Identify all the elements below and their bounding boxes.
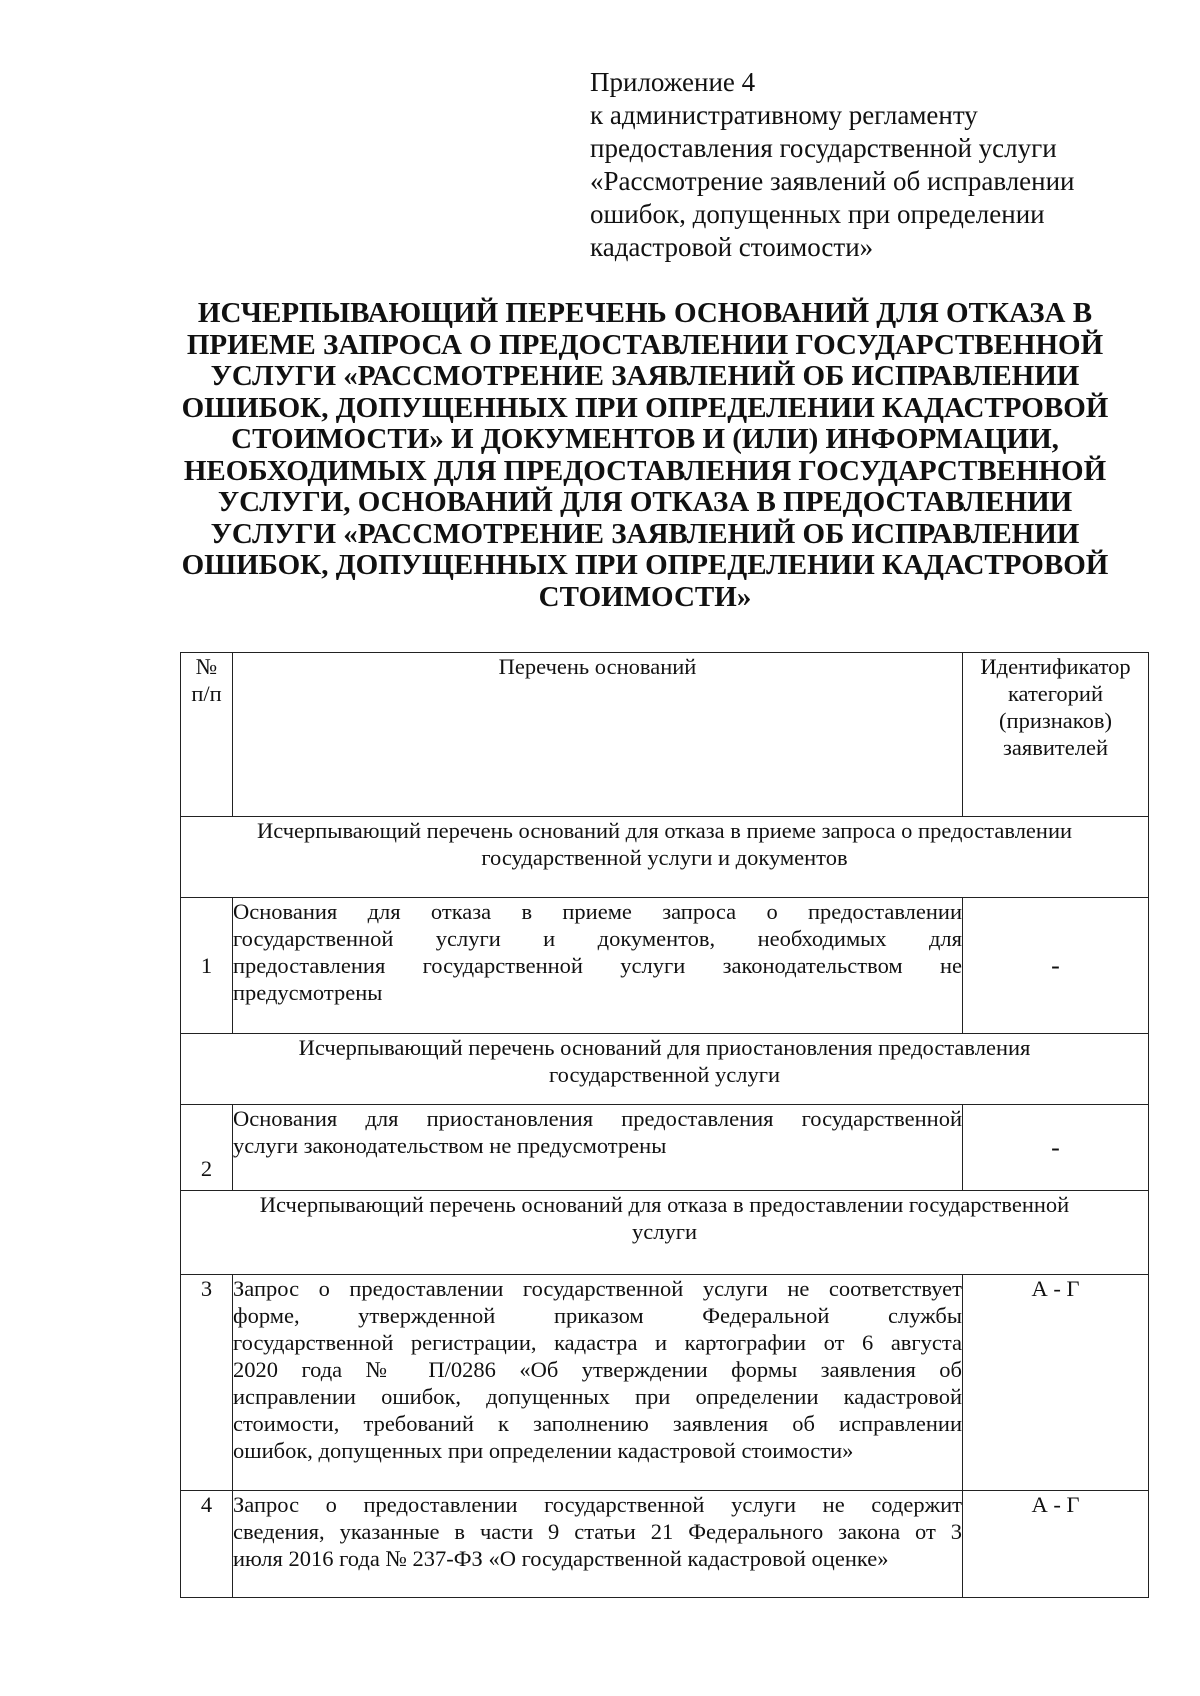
row-code: А - Г xyxy=(963,1275,1149,1491)
row-text-line: Запрос о предоставлении государственной услуги не соответствует xyxy=(233,1276,962,1301)
title-line: ОШИБОК, ДОПУЩЕННЫХ ПРИ ОПРЕДЕЛЕНИИ КАДАСТРОВОЙ xyxy=(181,549,1109,581)
row-text-line: Основания для приостановления предоставления государственной xyxy=(233,1106,962,1131)
appendix-line: кадастровой стоимости» xyxy=(590,232,874,262)
section-heading xyxy=(181,1191,1149,1275)
row-text xyxy=(233,1275,963,1491)
appendix-note xyxy=(590,66,1150,264)
row-text-line: ошибок, допущенных при определении кадастровой стоимости» xyxy=(233,1438,854,1463)
section-row xyxy=(181,1034,1149,1105)
table-row xyxy=(181,1275,1149,1491)
row-text xyxy=(233,1491,963,1598)
appendix-line: предоставления государственной услуги xyxy=(590,133,1057,163)
row-number: 2 xyxy=(181,1105,233,1191)
header-number-cell xyxy=(181,653,233,817)
section-row xyxy=(181,817,1149,898)
row-number: 4 xyxy=(181,1491,233,1598)
title-line: НЕОБХОДИМЫХ ДЛЯ ПРЕДОСТАВЛЕНИЯ ГОСУДАРСТВЕННОЙ xyxy=(183,454,1107,487)
row-text-line: услуги законодательством не предусмотрены xyxy=(233,1133,667,1158)
section-line: услуги xyxy=(632,1219,697,1244)
row-text-line: Запрос о предоставлении государственной услуги не содержит xyxy=(233,1492,962,1517)
title-line: ИСЧЕРПЫВАЮЩИЙ ПЕРЕЧЕНЬ ОСНОВАНИЙ ДЛЯ ОТКАЗА В xyxy=(197,297,1093,329)
row-text-line: сведения, указанные в части 9 статьи 21 Федерального закона от 3 xyxy=(233,1519,962,1544)
row-text-line: стоимости, требований к заполнению заявления об исправлении xyxy=(233,1411,962,1436)
row-text-line: Основания для отказа в приеме запроса о предоставлении xyxy=(233,899,962,924)
title-line: ОШИБОК, ДОПУЩЕННЫХ ПРИ ОПРЕДЕЛЕНИИ КАДАСТРОВОЙ xyxy=(181,391,1109,424)
section-heading xyxy=(181,817,1149,898)
section-line: Исчерпывающий перечень оснований для отказа в приеме запроса о предоставлении xyxy=(256,818,1073,843)
table-header-row xyxy=(181,653,1149,817)
section-line: государственной услуги xyxy=(549,1062,780,1087)
row-text-line: предоставления государственной услуги законодательством не xyxy=(233,953,962,978)
appendix-line: Приложение 4 xyxy=(590,67,756,97)
row-text-line: июля 2016 года № 237-ФЗ «О государственной кадастровой оценке» xyxy=(233,1546,889,1571)
header-id-label: Идентификатор xyxy=(980,654,1131,679)
row-code: А - Г xyxy=(963,1491,1149,1598)
header-id-cell xyxy=(963,653,1149,817)
row-text-line: 2020 года № П/0286 «Об утверждении формы заявления об xyxy=(233,1357,962,1382)
row-text-line: государственной регистрации, кадастра и картографии от 6 августа xyxy=(233,1330,962,1355)
document-title xyxy=(150,298,1140,613)
header-list-label: Перечень оснований xyxy=(498,654,697,679)
table-row xyxy=(181,1105,1149,1191)
row-text xyxy=(233,1105,963,1191)
row-text-line: исправлении ошибок, допущенных при определении кадастровой xyxy=(233,1384,962,1409)
row-text xyxy=(233,898,963,1034)
header-id-label: категорий xyxy=(1007,681,1104,706)
table-row xyxy=(181,1491,1149,1598)
section-line: Исчерпывающий перечень оснований для отказа в предоставлении государственной xyxy=(259,1192,1070,1217)
row-number: 3 xyxy=(181,1275,233,1491)
header-number-label: п/п xyxy=(191,681,222,706)
appendix-line: «Рассмотрение заявлений об исправлении xyxy=(590,166,1075,196)
grounds-table xyxy=(180,652,1149,1598)
title-line: СТОИМОСТИ» И ДОКУМЕНТОВ И (ИЛИ) ИНФОРМАЦИИ, xyxy=(231,423,1059,455)
header-number-label: № xyxy=(195,654,218,679)
row-text-line: предусмотрены xyxy=(233,980,383,1005)
title-line: УСЛУГИ, ОСНОВАНИЙ ДЛЯ ОТКАЗА В ПРЕДОСТАВЛЕНИИ xyxy=(217,486,1073,518)
appendix-line: ошибок, допущенных при определении xyxy=(590,199,1045,229)
section-line: Исчерпывающий перечень оснований для приостановления предоставления xyxy=(298,1035,1031,1060)
title-line: УСЛУГИ «РАССМОТРЕНИЕ ЗАЯВЛЕНИЙ ОБ ИСПРАВЛЕНИИ xyxy=(210,360,1080,392)
table-row xyxy=(181,898,1149,1034)
section-row xyxy=(181,1191,1149,1275)
appendix-line: к административному регламенту xyxy=(590,100,978,130)
section-line: государственной услуги и документов xyxy=(481,845,848,870)
title-line: УСЛУГИ «РАССМОТРЕНИЕ ЗАЯВЛЕНИЙ ОБ ИСПРАВЛЕНИИ xyxy=(210,517,1080,550)
header-id-label: заявителей xyxy=(1003,735,1108,760)
header-id-label: (признаков) xyxy=(999,708,1112,733)
row-code: - xyxy=(963,898,1149,1034)
row-text-line: форме, утвержденной приказом Федеральной службы xyxy=(233,1303,962,1328)
section-heading xyxy=(181,1034,1149,1105)
row-code: - xyxy=(963,1105,1149,1191)
row-text-line: государственной услуги и документов, необходимых для xyxy=(233,926,962,951)
title-line: ПРИЕМЕ ЗАПРОСА О ПРЕДОСТАВЛЕНИИ ГОСУДАРСТВЕННОЙ xyxy=(186,328,1104,361)
row-number: 1 xyxy=(181,898,233,1034)
title-line: СТОИМОСТИ» xyxy=(538,580,752,613)
header-list-cell xyxy=(233,653,963,817)
